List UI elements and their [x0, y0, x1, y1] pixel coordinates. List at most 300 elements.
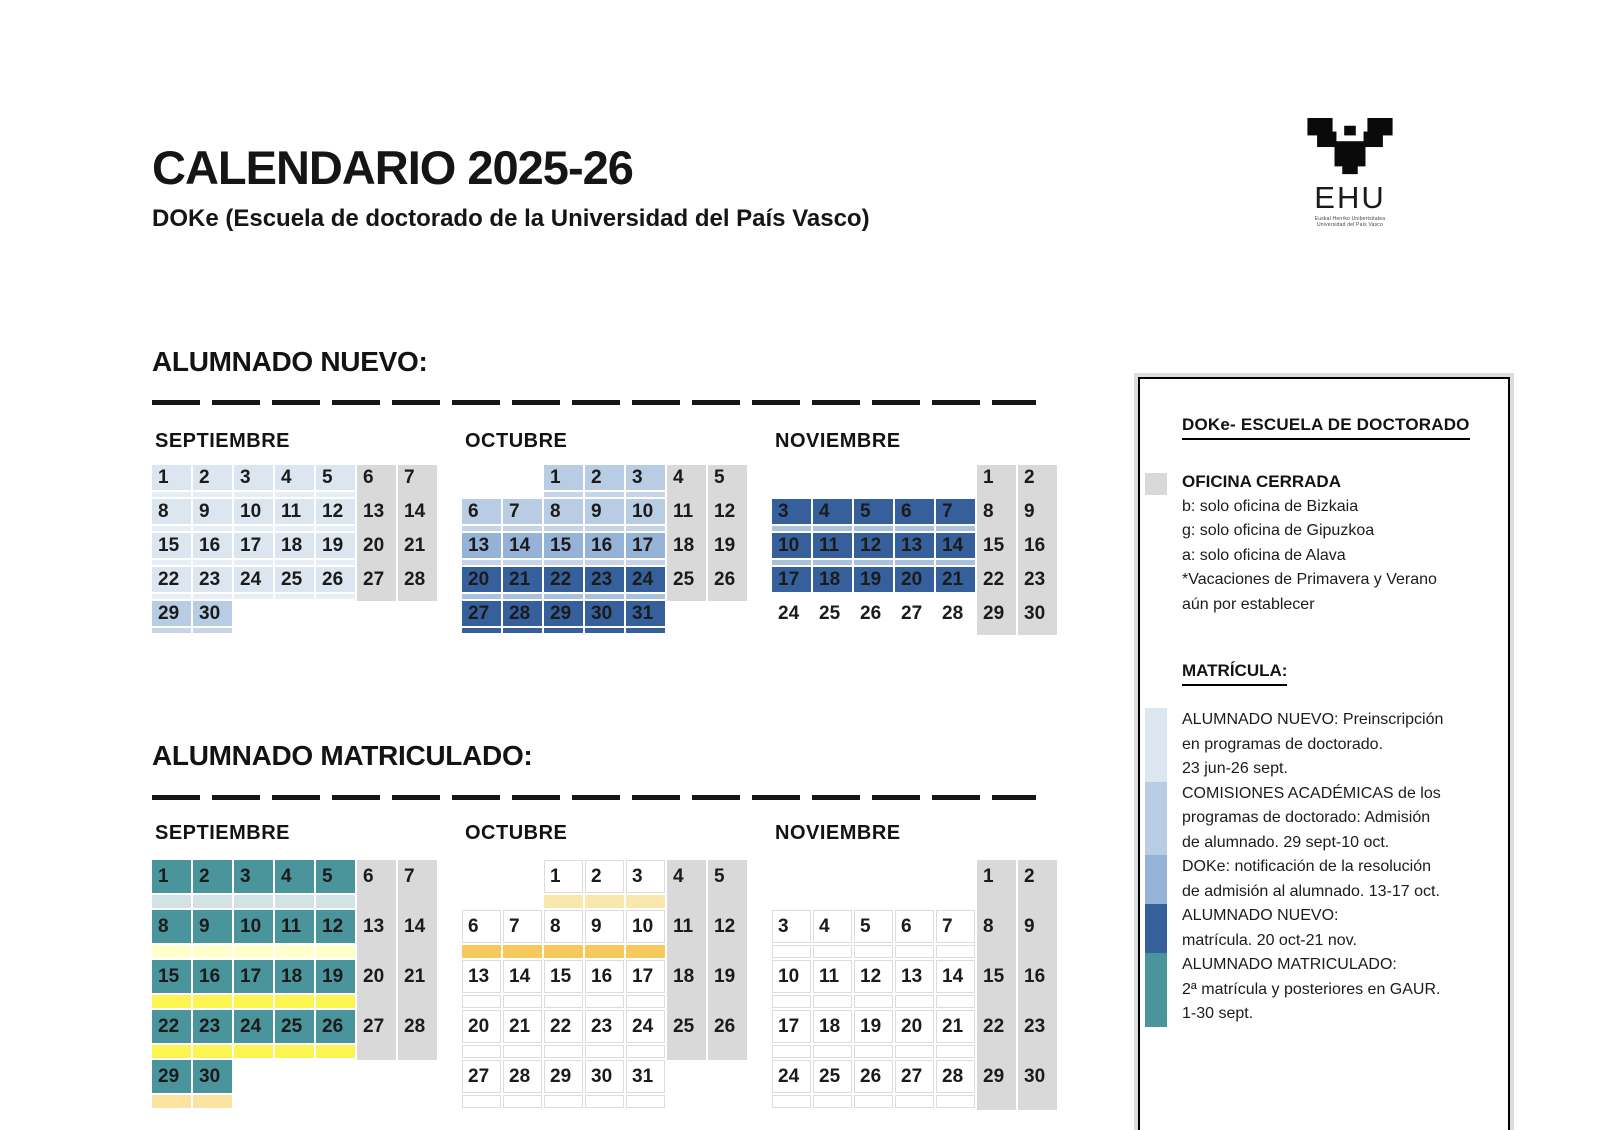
event-strip-cell [193, 945, 232, 960]
day-cell [854, 465, 893, 492]
event-strip-cell [357, 895, 396, 910]
event-strip-cell [544, 1045, 583, 1060]
event-strip-cell [1018, 526, 1057, 533]
day-cell [234, 601, 273, 628]
day-cell: 23 [1018, 567, 1057, 594]
event-strip-cell [152, 628, 191, 635]
event-strip-cell [316, 895, 355, 910]
event-strip-cell [813, 492, 852, 499]
event-strip-cell [462, 560, 501, 567]
ehu-logo-subtext-spanish: Universidad del País Vasco [1317, 222, 1383, 228]
day-cell: 15 [977, 960, 1016, 995]
day-cell: 21 [936, 1010, 975, 1045]
month-noviembre [772, 430, 1057, 635]
event-strip-cell [503, 492, 542, 499]
legend-office-line: *Vacaciones de Primavera y Verano [1182, 571, 1437, 588]
event-strip-cell [275, 995, 314, 1010]
legend-item [1182, 904, 1490, 953]
day-cell: 28 [503, 1060, 542, 1095]
day-cell: 9 [193, 910, 232, 945]
legend-item-text [1182, 855, 1440, 904]
day-cell: 30 [585, 601, 624, 628]
calendars-alumnado-nuevo [152, 430, 1082, 635]
day-cell: 9 [193, 499, 232, 526]
day-cell: 27 [357, 1010, 396, 1045]
day-cell [813, 465, 852, 492]
event-strip-cell [544, 492, 583, 499]
day-cell: 21 [503, 1010, 542, 1045]
section-divider [152, 400, 1036, 405]
legend-item-line: COMISIONES ACADÉMICAS de los [1182, 784, 1441, 802]
day-cell: 31 [626, 1060, 665, 1095]
legend-office-line: b: solo oficina de Bizkaia [1182, 497, 1359, 515]
event-strip-cell [854, 1045, 893, 1060]
day-cell: 11 [275, 910, 314, 945]
office-closed-swatch [1145, 473, 1167, 495]
event-strip-cell [895, 995, 934, 1010]
month-grid [772, 860, 1057, 1110]
day-cell: 20 [462, 567, 501, 594]
event-strip-cell [626, 895, 665, 910]
day-cell: 12 [316, 499, 355, 526]
event-strip-cell [854, 492, 893, 499]
day-cell: 10 [626, 499, 665, 526]
day-cell: 7 [503, 499, 542, 526]
event-strip-cell [357, 560, 396, 567]
event-strip-cell [708, 995, 747, 1010]
event-strip-cell [503, 1095, 542, 1110]
event-strip-cell [503, 628, 542, 635]
day-cell: 2 [585, 860, 624, 895]
event-strip-cell [667, 1095, 706, 1110]
day-cell: 3 [772, 499, 811, 526]
matricula-legend-items [1182, 708, 1490, 1027]
event-strip-cell [772, 594, 811, 601]
event-strip-cell [667, 628, 706, 635]
event-strip-cell [462, 1045, 501, 1060]
event-strip-cell [544, 895, 583, 910]
event-strip-cell [895, 594, 934, 601]
day-cell: 16 [585, 960, 624, 995]
event-strip-cell [193, 560, 232, 567]
ehu-logo-text: EHU [1314, 180, 1386, 215]
event-strip-cell [316, 594, 355, 601]
event-strip-cell [234, 1095, 273, 1110]
event-strip-cell [398, 995, 437, 1010]
day-cell: 13 [357, 910, 396, 945]
event-strip-cell [813, 526, 852, 533]
ehu-logo-subtext-basque: Euskal Herriko Unibertsitatea [1314, 216, 1386, 222]
event-strip-cell [152, 945, 191, 960]
day-cell [462, 465, 501, 492]
event-strip-cell [316, 995, 355, 1010]
day-cell: 7 [936, 910, 975, 945]
event-strip-cell [1018, 895, 1057, 910]
day-cell: 22 [544, 1010, 583, 1045]
day-cell: 5 [854, 499, 893, 526]
event-strip-cell [398, 1045, 437, 1060]
day-cell: 15 [544, 533, 583, 560]
event-strip-cell [316, 526, 355, 533]
event-strip-cell [398, 594, 437, 601]
day-cell: 3 [234, 465, 273, 492]
day-cell: 4 [275, 860, 314, 895]
legend-item-line: de alumnado. 29 sept-10 oct. [1182, 833, 1390, 851]
month-septiembre [152, 822, 437, 1110]
day-cell: 19 [708, 960, 747, 995]
event-strip-cell [193, 492, 232, 499]
day-cell: 12 [708, 499, 747, 526]
event-strip-cell [585, 1045, 624, 1060]
day-cell: 30 [585, 1060, 624, 1095]
day-cell: 27 [357, 567, 396, 594]
day-cell: 27 [462, 601, 501, 628]
event-strip-cell [936, 945, 975, 960]
legend-color-swatch [1145, 904, 1167, 953]
event-strip-cell [1018, 560, 1057, 567]
event-strip-cell [316, 492, 355, 499]
event-strip-cell [854, 628, 893, 635]
section-heading-alumnado-nuevo: ALUMNADO NUEVO: [152, 346, 428, 377]
event-strip-cell [772, 560, 811, 567]
day-cell: 2 [193, 465, 232, 492]
day-cell: 11 [813, 960, 852, 995]
event-strip-cell [854, 895, 893, 910]
day-cell: 18 [813, 567, 852, 594]
matricula-heading: MATRÍCULA: [1182, 661, 1287, 686]
event-strip-cell [234, 995, 273, 1010]
event-strip-cell [1018, 492, 1057, 499]
event-strip-cell [667, 1045, 706, 1060]
day-cell: 21 [398, 960, 437, 995]
legend-item-line: ALUMNADO NUEVO: Preinscripción [1182, 711, 1444, 728]
event-strip-cell [585, 995, 624, 1010]
event-strip-cell [772, 895, 811, 910]
event-strip-cell [626, 628, 665, 635]
event-strip-cell [152, 995, 191, 1010]
legend-item-text [1182, 782, 1441, 856]
event-strip-cell [936, 526, 975, 533]
day-cell: 27 [462, 1060, 501, 1095]
event-strip-cell [398, 492, 437, 499]
event-strip-cell [936, 895, 975, 910]
legend-color-swatch [1145, 953, 1167, 1027]
month-title: SEPTIEMBRE [155, 822, 291, 844]
day-cell: 14 [398, 499, 437, 526]
day-cell: 15 [152, 960, 191, 995]
day-cell: 28 [398, 1010, 437, 1045]
ehu-logo-mark [1306, 118, 1394, 178]
event-strip-cell [1018, 995, 1057, 1010]
day-cell [813, 860, 852, 895]
day-cell: 17 [234, 533, 273, 560]
day-cell: 8 [152, 499, 191, 526]
day-cell: 18 [275, 533, 314, 560]
day-cell: 29 [152, 601, 191, 628]
day-cell: 9 [585, 499, 624, 526]
event-strip-cell [936, 1095, 975, 1110]
day-cell: 16 [585, 533, 624, 560]
event-strip-cell [275, 526, 314, 533]
day-cell: 29 [977, 1060, 1016, 1095]
month-grid [152, 465, 437, 635]
day-cell: 10 [626, 910, 665, 945]
month-octubre [462, 430, 747, 635]
event-strip-cell [152, 492, 191, 499]
day-cell: 23 [193, 567, 232, 594]
day-cell: 26 [854, 601, 893, 628]
day-cell: 26 [316, 1010, 355, 1045]
day-cell: 23 [193, 1010, 232, 1045]
month-title: OCTUBRE [465, 822, 568, 844]
day-cell: 17 [626, 960, 665, 995]
event-strip-cell [667, 945, 706, 960]
event-strip-cell [585, 560, 624, 567]
day-cell: 3 [772, 910, 811, 945]
day-cell: 20 [357, 533, 396, 560]
event-strip-cell [1018, 945, 1057, 960]
event-strip-cell [462, 492, 501, 499]
event-strip-cell [626, 1095, 665, 1110]
event-strip-cell [152, 526, 191, 533]
event-strip-cell [503, 560, 542, 567]
day-cell: 7 [936, 499, 975, 526]
section-divider [152, 795, 1036, 800]
event-strip-cell [708, 628, 747, 635]
event-strip-cell [667, 560, 706, 567]
event-strip-cell [813, 895, 852, 910]
event-strip-cell [357, 1095, 396, 1110]
day-cell: 1 [544, 860, 583, 895]
event-strip-cell [234, 526, 273, 533]
day-cell: 22 [152, 1010, 191, 1045]
month-grid [462, 465, 747, 635]
day-cell: 22 [152, 567, 191, 594]
day-cell [462, 860, 501, 895]
day-cell: 3 [626, 465, 665, 492]
day-cell: 5 [316, 465, 355, 492]
day-cell: 13 [462, 533, 501, 560]
event-strip-cell [585, 1095, 624, 1110]
day-cell: 9 [1018, 910, 1057, 945]
event-strip-cell [503, 995, 542, 1010]
event-strip-cell [667, 895, 706, 910]
day-cell: 11 [813, 533, 852, 560]
day-cell: 24 [234, 1010, 273, 1045]
event-strip-cell [977, 492, 1016, 499]
day-cell [503, 465, 542, 492]
day-cell: 25 [813, 601, 852, 628]
event-strip-cell [544, 560, 583, 567]
day-cell [895, 465, 934, 492]
day-cell: 24 [772, 601, 811, 628]
day-cell: 29 [544, 1060, 583, 1095]
event-strip-cell [544, 945, 583, 960]
event-strip-cell [398, 560, 437, 567]
office-closed-heading: OFICINA CERRADA [1182, 472, 1341, 491]
day-cell: 25 [667, 1010, 706, 1045]
event-strip-cell [193, 628, 232, 635]
day-cell: 4 [813, 910, 852, 945]
day-cell: 19 [316, 960, 355, 995]
legend-item-line: en programas de doctorado. [1182, 735, 1384, 753]
event-strip-cell [357, 1045, 396, 1060]
legend-panel [1138, 377, 1510, 1130]
day-cell: 11 [667, 499, 706, 526]
day-cell [316, 1060, 355, 1095]
day-cell: 10 [772, 960, 811, 995]
day-cell: 28 [936, 1060, 975, 1095]
legend-item-text [1182, 708, 1443, 782]
day-cell: 4 [667, 860, 706, 895]
day-cell: 8 [544, 910, 583, 945]
day-cell: 6 [357, 860, 396, 895]
event-strip-cell [316, 628, 355, 635]
legend-item-line: 2ª matrícula y posteriores en GAUR. [1182, 980, 1441, 998]
day-cell: 13 [357, 499, 396, 526]
event-strip-cell [895, 560, 934, 567]
event-strip-cell [357, 945, 396, 960]
event-strip-cell [193, 526, 232, 533]
day-cell: 16 [1018, 960, 1057, 995]
day-cell: 5 [316, 860, 355, 895]
day-cell: 25 [667, 567, 706, 594]
event-strip-cell [462, 526, 501, 533]
day-cell: 27 [895, 1060, 934, 1095]
event-strip-cell [854, 1095, 893, 1110]
event-strip-cell [193, 895, 232, 910]
day-cell [357, 601, 396, 628]
event-strip-cell [193, 1095, 232, 1110]
event-strip-cell [667, 594, 706, 601]
day-cell: 11 [667, 910, 706, 945]
event-strip-cell [462, 628, 501, 635]
legend-item [1182, 855, 1490, 904]
day-cell: 30 [1018, 601, 1057, 628]
event-strip-cell [357, 995, 396, 1010]
day-cell: 6 [895, 910, 934, 945]
event-strip-cell [357, 526, 396, 533]
day-cell: 3 [626, 860, 665, 895]
event-strip-cell [936, 492, 975, 499]
day-cell: 13 [895, 533, 934, 560]
event-strip-cell [234, 492, 273, 499]
office-lines [1182, 495, 1490, 618]
event-strip-cell [813, 560, 852, 567]
event-strip-cell [398, 945, 437, 960]
legend-office-line: aún por establecer [1182, 595, 1315, 613]
event-strip-cell [193, 1045, 232, 1060]
day-cell [895, 860, 934, 895]
legend-color-swatch [1145, 855, 1167, 904]
event-strip-cell [813, 995, 852, 1010]
event-strip-cell [667, 995, 706, 1010]
legend-item-line: ALUMNADO MATRICULADO: [1182, 956, 1397, 973]
event-strip-cell [977, 1095, 1016, 1110]
day-cell: 15 [544, 960, 583, 995]
month-title: SEPTIEMBRE [155, 430, 291, 452]
ehu-logo [1296, 118, 1404, 228]
event-strip-cell [275, 1095, 314, 1110]
event-strip-cell [854, 995, 893, 1010]
day-cell: 31 [626, 601, 665, 628]
day-cell [234, 1060, 273, 1095]
event-strip-cell [854, 945, 893, 960]
day-cell: 26 [708, 567, 747, 594]
event-strip-cell [193, 995, 232, 1010]
day-cell [503, 860, 542, 895]
day-cell: 8 [977, 910, 1016, 945]
day-cell: 22 [544, 567, 583, 594]
day-cell: 25 [813, 1060, 852, 1095]
event-strip-cell [544, 628, 583, 635]
day-cell: 1 [977, 465, 1016, 492]
day-cell: 10 [234, 910, 273, 945]
event-strip-cell [316, 945, 355, 960]
event-strip-cell [895, 895, 934, 910]
event-strip-cell [708, 560, 747, 567]
day-cell: 19 [708, 533, 747, 560]
event-strip-cell [895, 1095, 934, 1110]
event-strip-cell [708, 1045, 747, 1060]
day-cell: 7 [398, 465, 437, 492]
legend-item-line: programas de doctorado: Admisión [1182, 809, 1431, 826]
day-cell: 4 [275, 465, 314, 492]
event-strip-cell [895, 492, 934, 499]
event-strip-cell [462, 945, 501, 960]
event-strip-cell [626, 526, 665, 533]
event-strip-cell [152, 560, 191, 567]
event-strip-cell [585, 594, 624, 601]
legend-item-text [1182, 904, 1357, 953]
event-strip-cell [503, 526, 542, 533]
day-cell: 28 [503, 601, 542, 628]
day-cell: 18 [813, 1010, 852, 1045]
event-strip-cell [626, 594, 665, 601]
month-grid [772, 465, 1057, 635]
day-cell: 25 [275, 1010, 314, 1045]
day-cell: 12 [316, 910, 355, 945]
day-cell [275, 601, 314, 628]
event-strip-cell [357, 628, 396, 635]
day-cell: 6 [462, 910, 501, 945]
legend-color-swatch [1145, 708, 1167, 782]
day-cell: 24 [626, 1010, 665, 1045]
event-strip-cell [544, 1095, 583, 1110]
event-strip-cell [813, 594, 852, 601]
event-strip-cell [275, 1045, 314, 1060]
event-strip-cell [357, 492, 396, 499]
event-strip-cell [977, 526, 1016, 533]
day-cell: 21 [398, 533, 437, 560]
legend-item-line: 23 jun-26 sept. [1182, 760, 1288, 777]
day-cell: 22 [977, 567, 1016, 594]
day-cell: 20 [462, 1010, 501, 1045]
legend-item-line: DOKe: notificación de la resolución [1182, 858, 1432, 875]
event-strip-cell [977, 594, 1016, 601]
day-cell: 1 [152, 860, 191, 895]
day-cell [936, 860, 975, 895]
event-strip-cell [977, 560, 1016, 567]
day-cell: 12 [708, 910, 747, 945]
event-strip-cell [462, 594, 501, 601]
day-cell: 29 [977, 601, 1016, 628]
day-cell: 26 [316, 567, 355, 594]
legend-office-line: a: solo oficina de Alava [1182, 546, 1346, 564]
day-cell: 14 [503, 960, 542, 995]
month-grid [152, 860, 437, 1110]
event-strip-cell [772, 945, 811, 960]
